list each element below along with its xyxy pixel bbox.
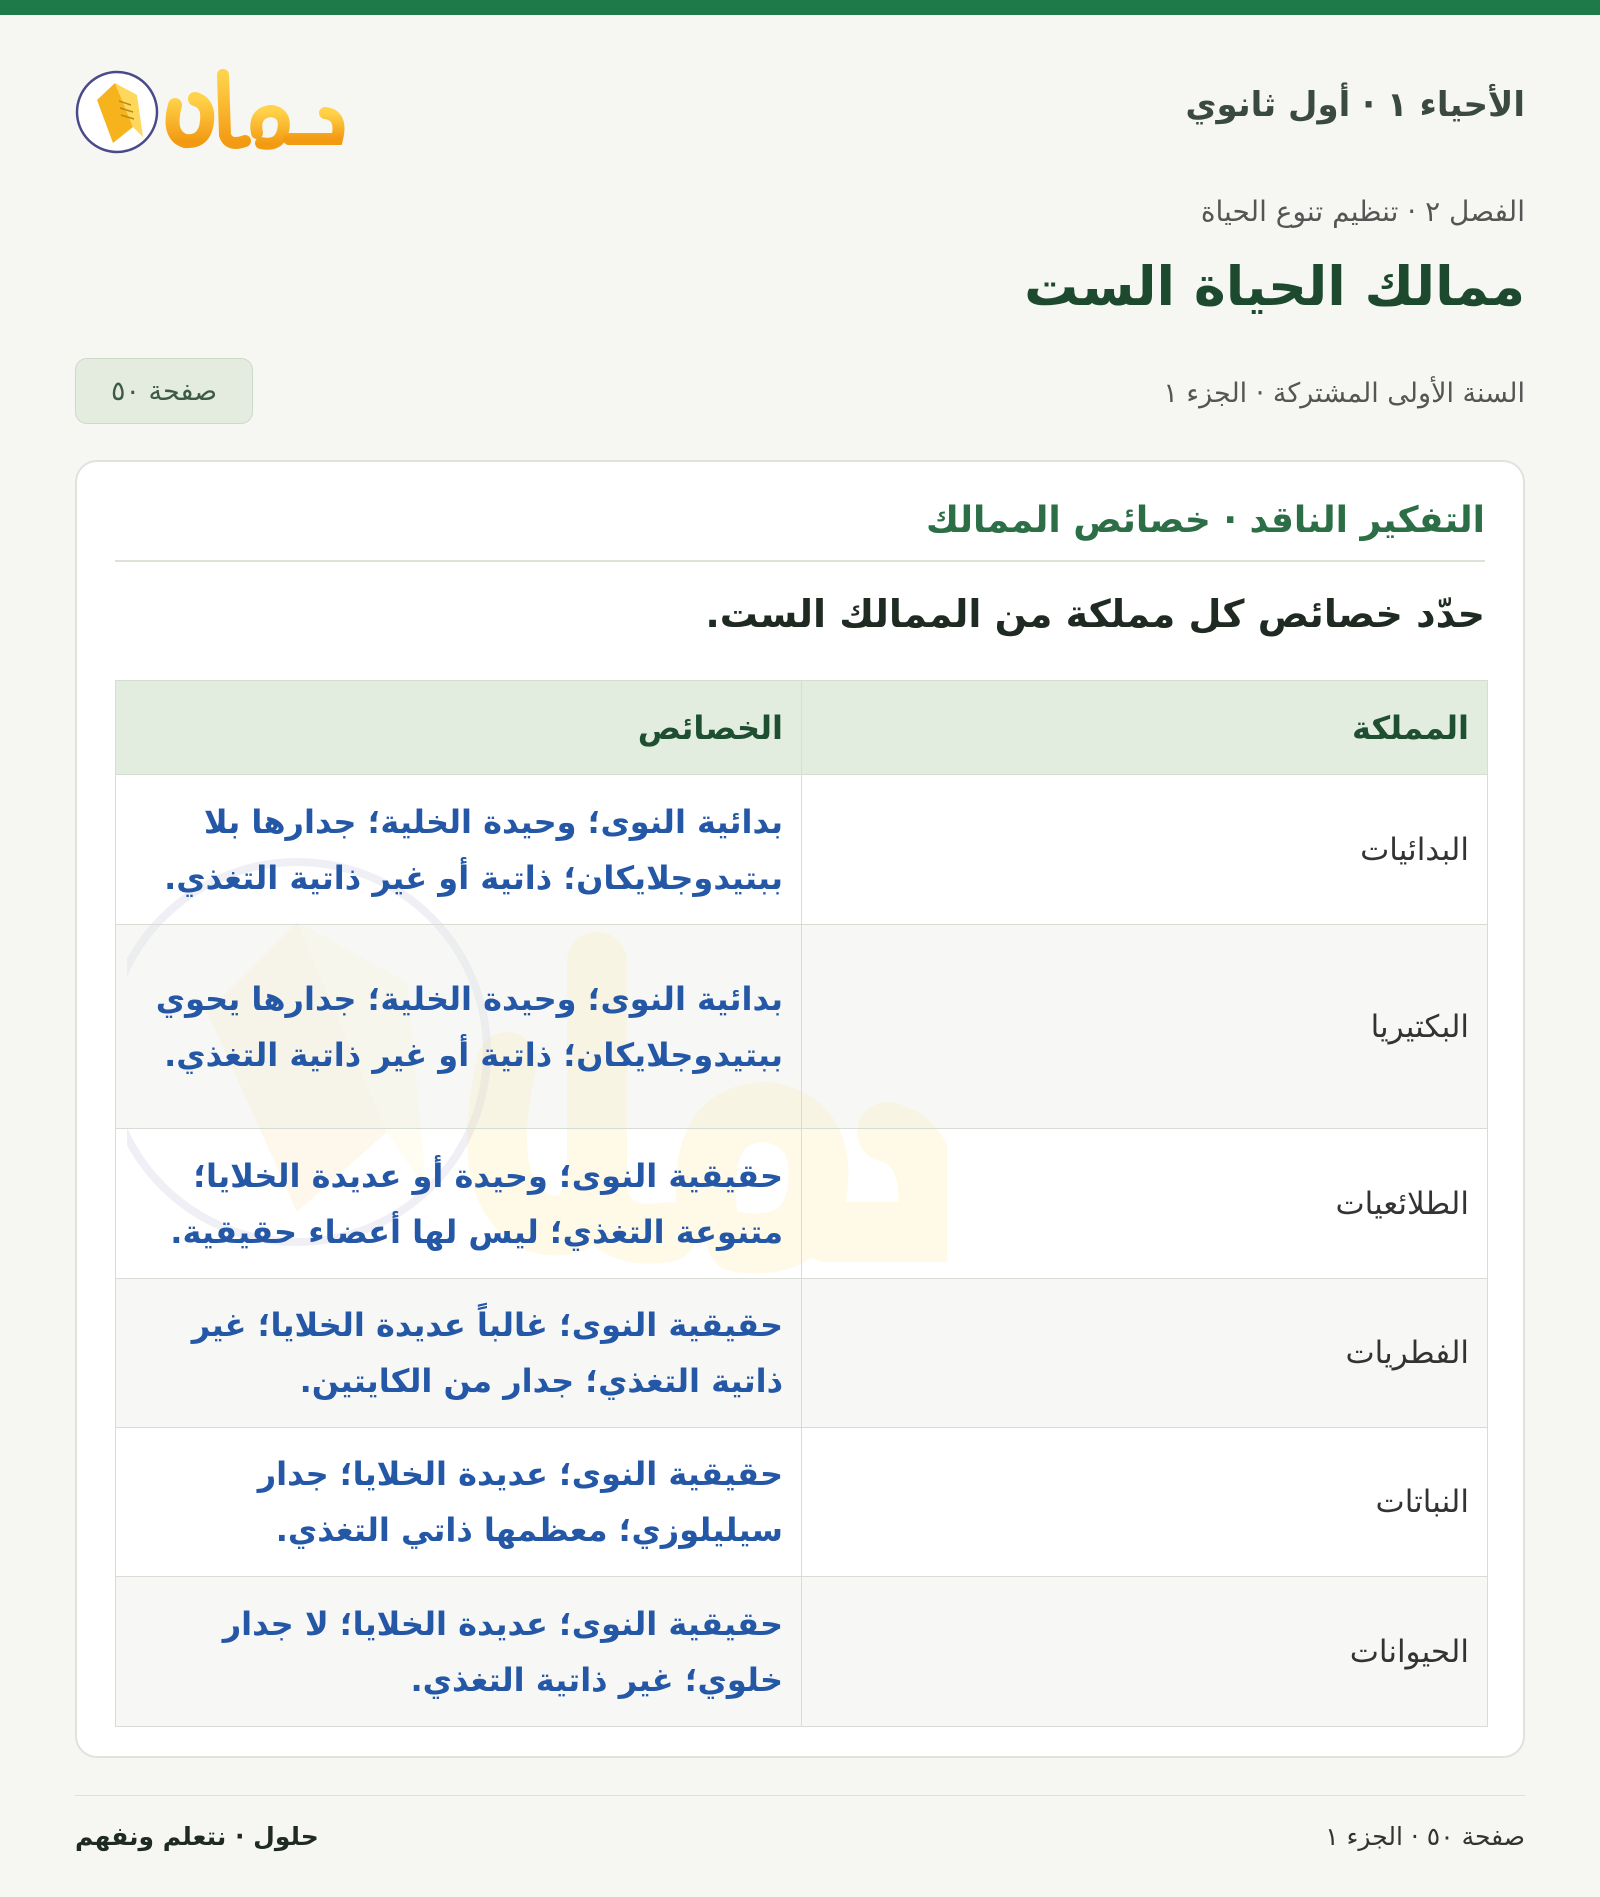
footer-divider xyxy=(75,1795,1525,1796)
table-row xyxy=(116,775,1488,925)
kingdom-name: الفطريات xyxy=(802,1279,1488,1428)
section-heading: التفكير الناقد · خصائص الممالك xyxy=(926,500,1485,541)
kingdom-traits: حقيقية النوى؛ عديدة الخلايا؛ جدار سيليلوزي؛ معظمها ذاتي التغذي. xyxy=(116,1428,802,1577)
footer-page-info: صفحة ٥٠ · الجزء ١ xyxy=(1325,1822,1525,1851)
column-header-kingdom: المملكة xyxy=(802,681,1488,775)
kingdom-traits: حقيقية النوى؛ وحيدة أو عديدة الخلايا؛ متنوعة التغذي؛ ليس لها أعضاء حقيقية. xyxy=(116,1129,802,1279)
kingdoms-table xyxy=(115,680,1488,1727)
kingdom-name: الحيوانات xyxy=(802,1577,1488,1727)
kingdom-name: البدائيات xyxy=(802,775,1488,925)
kingdom-traits: حقيقية النوى؛ غالباً عديدة الخلايا؛ غير ذاتية التغذي؛ جدار من الكايتين. xyxy=(116,1279,802,1428)
kingdom-traits: بدائية النوى؛ وحيدة الخلية؛ جدارها بلا ببتيدوجلايكان؛ ذاتية أو غير ذاتية التغذي. xyxy=(116,775,802,925)
table-row xyxy=(116,1279,1488,1428)
chapter-label: الفصل ٢ · تنظيم تنوع الحياة xyxy=(1200,195,1525,228)
top-accent-bar xyxy=(0,0,1600,15)
column-header-traits: الخصائص xyxy=(116,681,802,775)
table-row xyxy=(116,1428,1488,1577)
page-header xyxy=(75,55,1525,165)
table-row xyxy=(116,1577,1488,1727)
kingdom-name: النباتات xyxy=(802,1428,1488,1577)
page-number-badge: صفحة ٥٠ xyxy=(75,358,253,424)
hulool-logo[interactable] xyxy=(75,55,345,165)
question-instruction: حدّد خصائص كل مملكة من الممالك الست. xyxy=(705,592,1485,636)
table-header-row xyxy=(116,681,1488,775)
table-row xyxy=(116,1129,1488,1279)
subject-title: الأحياء ١ · أول ثانوي xyxy=(1185,85,1525,125)
course-meta: السنة الأولى المشتركة · الجزء ١ xyxy=(1163,378,1525,409)
section-divider xyxy=(115,560,1485,562)
lesson-title: ممالك الحياة الست xyxy=(1024,255,1525,318)
kingdom-traits: حقيقية النوى؛ عديدة الخلايا؛ لا جدار خلوي؛ غير ذاتية التغذي. xyxy=(116,1577,802,1727)
content-card xyxy=(75,460,1525,1758)
table-row xyxy=(116,925,1488,1129)
kingdom-name: البكتيريا xyxy=(802,925,1488,1129)
kingdom-traits: بدائية النوى؛ وحيدة الخلية؛ جدارها يحوي ببتيدوجلايكان؛ ذاتية أو غير ذاتية التغذي. xyxy=(116,925,802,1129)
footer-brand-slogan: حلول · نتعلم ونفهم xyxy=(75,1822,319,1851)
kingdom-name: الطلائعيات xyxy=(802,1129,1488,1279)
